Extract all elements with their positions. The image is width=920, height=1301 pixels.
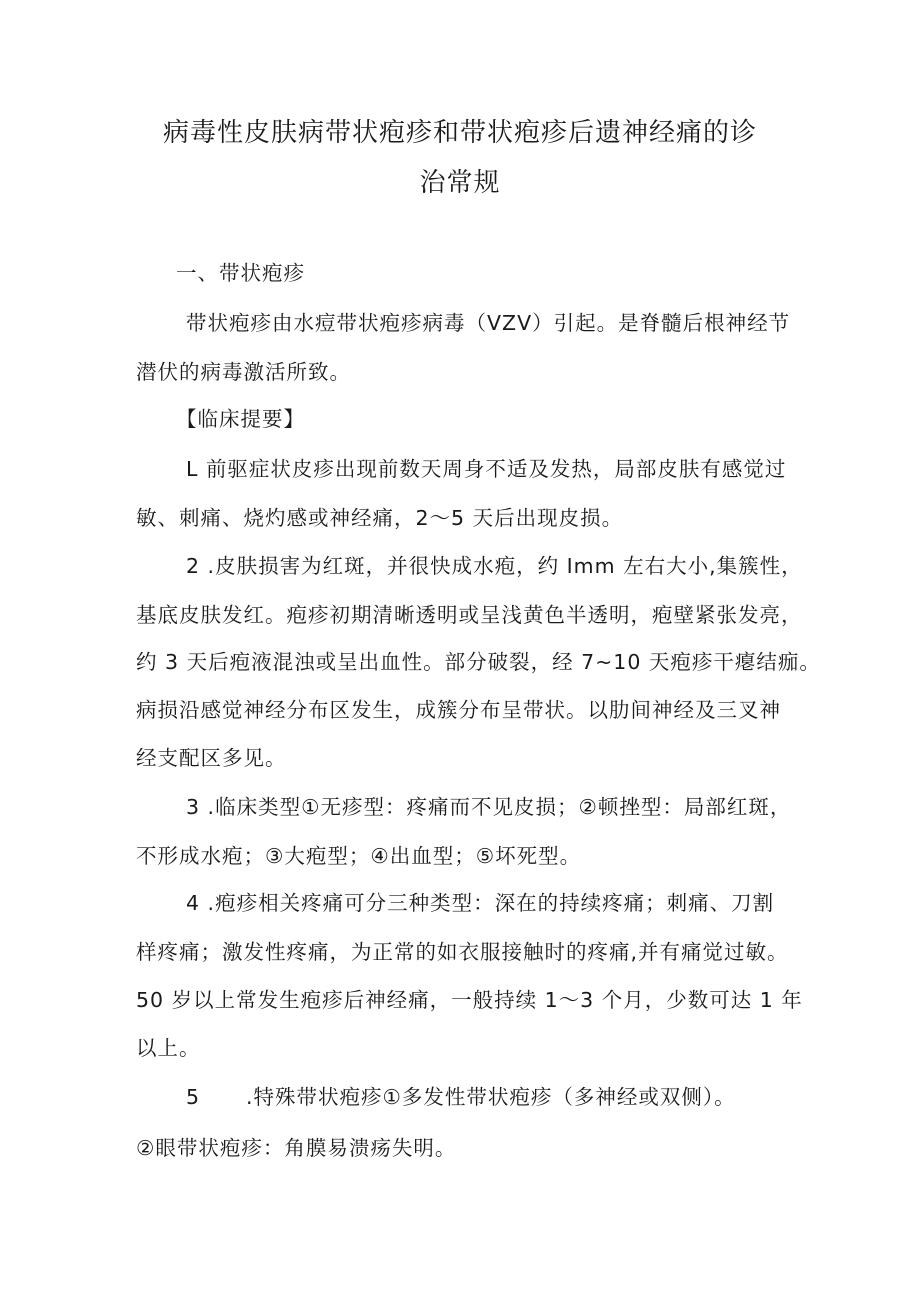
item-5-number: 5 [186, 1085, 201, 1109]
item-5-text: .特殊带状疱疹①多发性带状疱疹（多神经或双侧）。 [246, 1085, 736, 1109]
item-4-line: 4 .疱疹相关疼痛可分三种类型：深在的持续疼痛；刺痛、刀割 [186, 891, 775, 915]
intro-paragraph-line: 带状疱疹由水痘带状疱疹病毒（VZV）引起。是脊髓后根神经节 [186, 311, 791, 335]
item-3-line: 3 .临床类型①无疹型：疼痛而不见皮损；②顿挫型：局部红斑， [186, 795, 792, 819]
item-5-line [186, 1082, 736, 1112]
item-5-line: ②眼带状疱疹：角膜易溃疡失明。 [136, 1136, 457, 1160]
item-1-line: L 前驱症状皮疹出现前数天周身不适及发热，局部皮肤有感觉过 [186, 457, 787, 481]
title-line-2: 治常规 [419, 168, 501, 198]
item-1-line: 敏、刺痛、烧灼感或神经痛，2～5 天后出现皮损。 [136, 506, 624, 530]
item-4-line: 以上。 [136, 1036, 201, 1060]
item-4-line: 样疼痛；激发性疼痛，为正常的如衣服接触时的疼痛,并有痛觉过敏。 [136, 940, 789, 964]
intro-paragraph-line: 潜伏的病毒激活所致。 [136, 360, 351, 384]
item-3-line: 不形成水疱；③大疱型；④出血型；⑤坏死型。 [136, 844, 582, 868]
item-2-line: 约 3 天后疱液混浊或呈出血性。部分破裂，经 7~10 天疱疹干瘪结痂。 [136, 650, 821, 674]
item-2-line: 基底皮肤发红。疱疹初期清晰透明或呈浅黄色半透明，疱壁紧张发亮， [136, 603, 803, 627]
document-title [120, 108, 800, 208]
section-heading: 一、带状疱疹 [176, 261, 305, 285]
item-2-line: 经支配区多见。 [136, 746, 287, 770]
item-2-line: 病损沿感觉神经分布区发生，成簇分布呈带状。以肋间神经及三叉神 [136, 698, 781, 722]
item-4-line: 50 岁以上常发生疱疹后神经痛，一般持续 1～3 个月，少数可达 1 年 [136, 988, 803, 1012]
title-line-1: 病毒性皮肤病带状疱疹和带状疱疹后遗神经痛的诊 [162, 118, 757, 148]
clinical-heading: 【临床提要】 [176, 407, 305, 431]
item-2-line: 2 .皮肤损害为红斑，并很快成水疱，约 Imm 左右大小,集簇性， [186, 554, 803, 578]
